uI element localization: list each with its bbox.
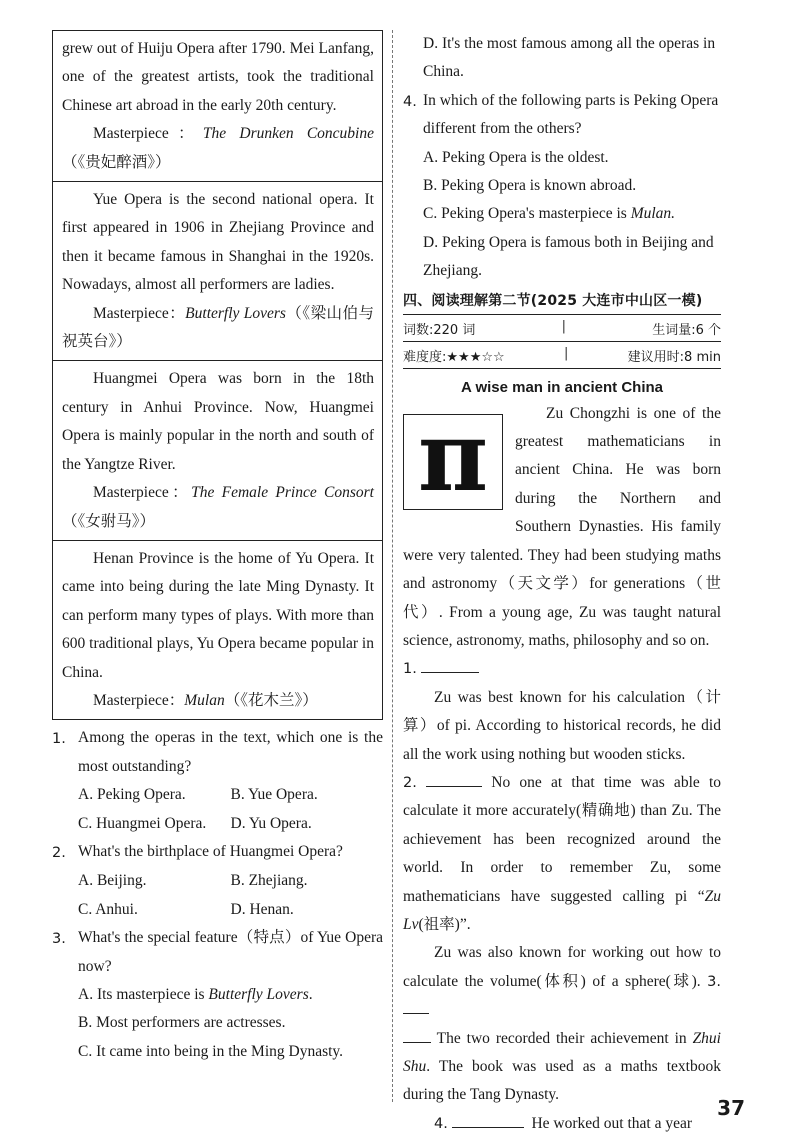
opera-box-yu xyxy=(53,540,382,719)
opera-box-yue xyxy=(53,181,382,360)
masterpiece-line: Masterpiece：The Female Prince Consort（《女驸马》） xyxy=(62,484,374,530)
opera-boxes xyxy=(52,30,383,720)
option[interactable]: C. It came into being in the Ming Dynasty. xyxy=(78,1042,344,1060)
opera-box-text: Yue Opera is the second national opera. It first appeared in 1906 in Zhejiang Province and then it became famous in Shanghai in the 1920s. Nowadays, almost all performers are ladies. xyxy=(62,191,374,294)
option[interactable]: B. Peking Opera is known abroad. xyxy=(423,177,637,195)
option[interactable]: D. Peking Opera is famous both in Beijing and Zhejiang. xyxy=(423,233,714,280)
option[interactable]: B. Zhejiang. xyxy=(230,872,308,890)
blank-1[interactable] xyxy=(421,655,479,673)
option[interactable]: B. Most performers are actresses. xyxy=(78,1014,286,1032)
blank-4[interactable] xyxy=(452,1110,524,1128)
paragraph-3b: The two recorded their achievement in Zhui Shu. The book was used as a maths textbook during the Tang Dynasty. xyxy=(403,1025,721,1110)
section-heading: 四、阅读理解第二节(2025 大连市中山区一模) xyxy=(403,290,721,315)
option[interactable]: D. Henan. xyxy=(230,900,294,918)
question-3-options xyxy=(52,981,383,1066)
suggested-time: 建议用时:8 min xyxy=(627,349,721,365)
paragraph-2: Zu was best known for his calculation（计算）of pi. According to historical records, he did all the work using nothing but wooden sticks. xyxy=(403,688,721,763)
meta-separator: | xyxy=(561,318,566,334)
masterpiece-line: Masterpiece：Mulan（《花木兰》） xyxy=(93,691,318,709)
page-number: 37 xyxy=(717,1096,745,1120)
paragraph-1: Zu Chongzhi is one of the greatest mathematicians in ancient China. He was born during the Northern and Southern Dynasties. His family were very talented. They had been studying maths and astronomy（天文学）for generations（世代）. From a young age, Zu was taught natural science, astronomy, maths, philosophy and so on. xyxy=(403,404,721,649)
question-1-options xyxy=(52,781,383,838)
masterpiece-line: Masterpiece：Butterfly Lovers（《梁山伯与祝英台》） xyxy=(62,304,374,351)
opera-box-text: grew out of Huiju Opera after 1790. Mei Lanfang, one of the greatest artists, took the traditional Chinese art abroad in the early 20th century. xyxy=(62,40,374,114)
passage-meta xyxy=(403,315,721,342)
opera-box-text: Huangmei Opera was born in the 18th century in Anhui Province. Now, Huangmei Opera is mainly popular in the north and south of the Yangtze River. xyxy=(62,370,374,473)
option[interactable]: D. Yu Opera. xyxy=(230,814,312,832)
question-3: 3. What's the special feature（特点）of Yue Opera now? xyxy=(52,929,383,975)
paragraph-2b: 2. No one at that time was able to calculate it more accurately(精确地) than Zu. The achievement has been recognized around the world. In order to remember Zu, some mathematicians have suggested calling pi “Zu Lv(祖率)”. xyxy=(403,769,721,939)
question-4: 4. In which of the following parts is Peking Opera different from the others? xyxy=(403,91,719,138)
opera-box-text: Henan Province is the home of Yu Opera. It came into being during the late Ming Dynasty. It can perform many types of plays. With more than 600 traditional plays, Yu Opera became popular in China. xyxy=(62,549,374,681)
question-2-options xyxy=(52,867,383,924)
option[interactable]: A. Peking Opera is the oldest. xyxy=(423,148,609,166)
blank-2[interactable] xyxy=(426,769,482,787)
question-1: 1. Among the operas in the text, which one is the most outstanding? xyxy=(52,729,383,775)
question-3-option-d[interactable] xyxy=(403,30,721,87)
question-2: 2. What's the birthplace of Huangmei Opera? xyxy=(52,842,343,861)
option[interactable]: A. Its masterpiece is Butterfly Lovers. xyxy=(78,986,313,1003)
right-column xyxy=(403,30,721,1132)
masterpiece-line: Masterpiece：The Drunken Concubine（《贵妃醉酒》） xyxy=(62,125,374,171)
option[interactable]: B. Yue Opera. xyxy=(230,786,318,804)
svg-text:π: π xyxy=(417,419,489,504)
paragraph-4: 4. He worked out that a year xyxy=(403,1110,721,1132)
opera-box-huangmei xyxy=(53,360,382,539)
option[interactable]: C. Anhui. xyxy=(78,900,138,918)
question-4-options xyxy=(403,144,721,286)
new-word-count: 生词量:6 个 xyxy=(652,322,721,338)
meta-separator: | xyxy=(563,345,569,361)
pi-symbol-image xyxy=(403,414,503,510)
option[interactable]: D. It's the most famous among all the operas in China. xyxy=(423,35,716,81)
paragraph-3: Zu was also known for working out how to calculate the volume(体积) of a sphere(球). 3. xyxy=(403,939,721,1024)
option[interactable]: C. Huangmei Opera. xyxy=(78,814,207,832)
left-column xyxy=(52,30,383,1066)
option[interactable]: A. Peking Opera. xyxy=(78,786,186,804)
blank-1-line: 1. xyxy=(403,655,721,683)
word-count: 词数:220 词 xyxy=(403,322,476,338)
option[interactable]: A. Beijing. xyxy=(78,872,147,890)
difficulty-rating: 难度度:★★★☆☆ xyxy=(403,349,505,365)
option[interactable]: C. Peking Opera's masterpiece is Mulan. xyxy=(423,205,676,223)
passage-meta-2 xyxy=(403,342,721,369)
opera-box-peking xyxy=(53,31,382,181)
passage-title: A wise man in ancient China xyxy=(461,378,663,396)
questions-left xyxy=(52,724,383,1066)
blank-3-cont[interactable] xyxy=(403,1025,431,1043)
column-divider xyxy=(392,30,393,1102)
pi-icon xyxy=(413,420,493,504)
blank-3[interactable] xyxy=(403,996,429,1014)
passage-body xyxy=(403,400,721,1132)
